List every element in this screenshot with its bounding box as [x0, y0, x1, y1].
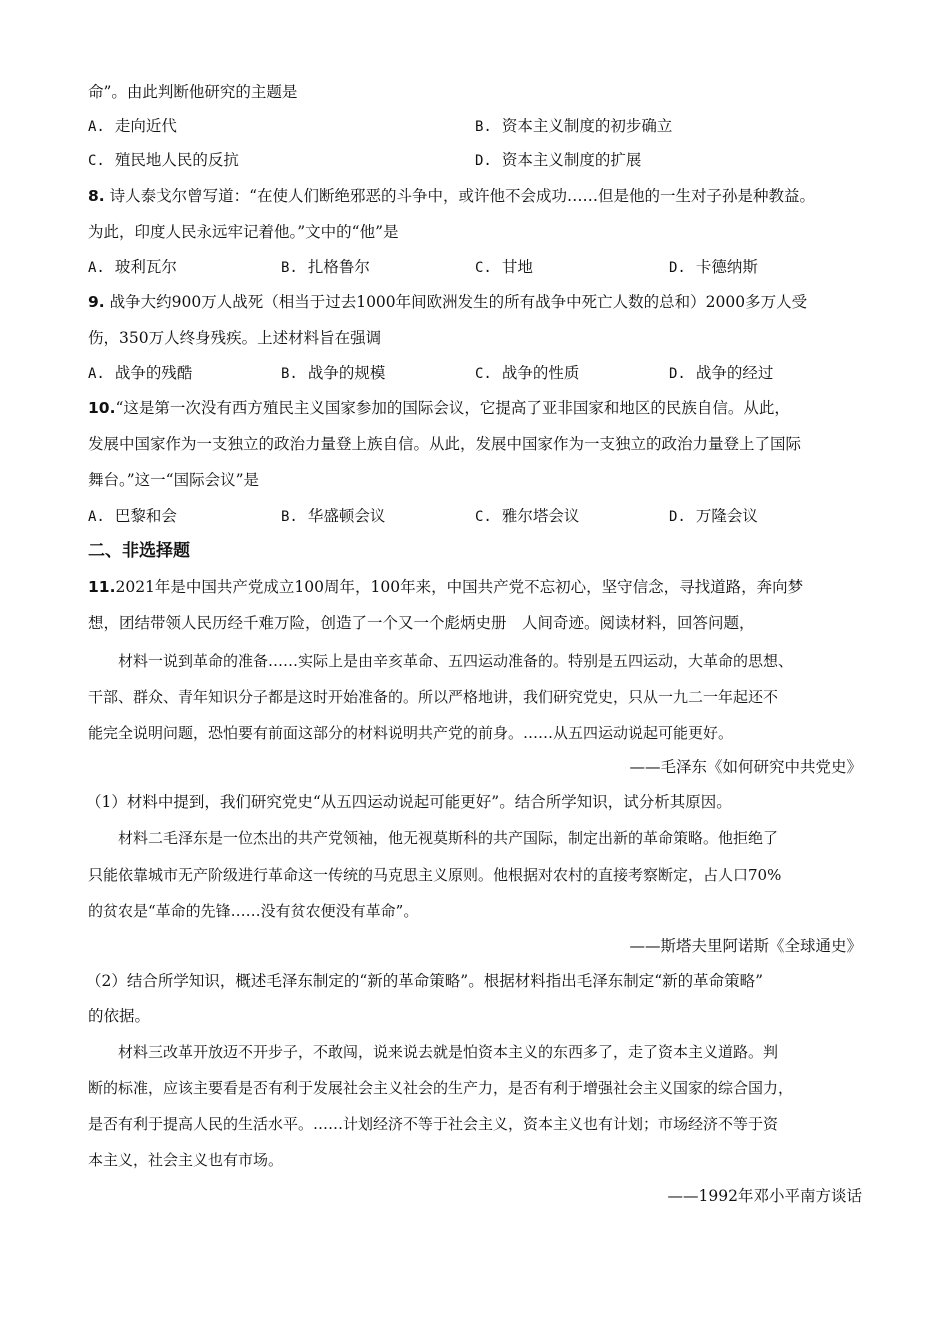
q8-option-d[interactable]: D. 卡德纳斯	[669, 258, 758, 276]
q9-option-d[interactable]: D. 战争的经过	[669, 364, 774, 382]
material3-line1: 材料三改革开放迈不开步子，不敢闯，说来说去就是怕资本主义的东西多了，走了资本主义道路。判	[118, 1043, 779, 1061]
q8-option-b[interactable]: B. 扎格鲁尔	[281, 258, 370, 276]
material3-line3: 是否有利于提高人民的生活水平。……计划经济不等于社会主义，资本主义也有计划；市场经济不等于资	[88, 1115, 779, 1133]
q8-option-a[interactable]: A. 玻利瓦尔	[88, 258, 177, 276]
material1-source: ——毛泽东《如何研究中共党史》	[629, 758, 862, 776]
material1-line1: 材料一说到革命的准备……实际上是由辛亥革命、五四运动准备的。特别是五四运动，大革命的思想、	[118, 652, 794, 670]
subquestion-2-line2: 的依据。	[88, 1007, 151, 1025]
q10-stem-line2: 发展中国家作为一支独立的政治力量登上族自信。从此，发展中国家作为一支独立的政治力量登上了国际	[88, 435, 802, 453]
q8-number: 8.	[88, 187, 105, 205]
q10-option-a[interactable]: A. 巴黎和会	[88, 507, 177, 525]
q8-stem-line2: 为此，印度人民永远牢记着他。”文中的“他”是	[88, 223, 399, 241]
q10-stem-line1: 10.“这是第一次没有西方殖民主义国家参加的国际会议，它提高了亚非国家和地区的民族自信。从此，	[88, 399, 790, 417]
q7-option-c[interactable]: C. 殖民地人民的反抗	[88, 151, 239, 169]
q11-stem-line2: 想，团结带领人民历经千难万险，创造了一个又一个彪炳史册 人间奇迹。阅读材料，回答问题，	[88, 614, 755, 632]
subquestion-2-line1: （2）结合所学知识，概述毛泽东制定的“新的革命策略”。根据材料指出毛泽东制定“新的革命策略”	[86, 972, 764, 990]
q8-stem-line1: 8. 诗人泰戈尔曾写道：“在使人们断绝邪恶的斗争中，或许他不会成功……但是他的一生对子孙是种教益。	[88, 187, 816, 205]
q10-option-c[interactable]: C. 雅尔塔会议	[475, 507, 580, 525]
q7-option-b[interactable]: B. 资本主义制度的初步确立	[475, 117, 673, 135]
material3-line4: 本主义，社会主义也有市场。	[88, 1151, 284, 1169]
q7-option-d[interactable]: D. 资本主义制度的扩展	[475, 151, 642, 169]
material2-line1: 材料二毛泽东是一位杰出的共产党领袖，他无视莫斯科的共产国际，制定出新的革命策略。他拒绝了	[118, 829, 779, 847]
material1-line2: 干部、群众、青年知识分子都是这时开始准备的。所以严格地讲，我们研究党史，只从一九二一年起还不	[88, 688, 779, 706]
q10-stem-line3: 舞台。”这一“国际会议”是	[88, 471, 260, 489]
material2-line3: 的贫农是“革命的先锋……没有贫农便没有革命”。	[88, 902, 419, 920]
q9-option-a[interactable]: A. 战争的残酷	[88, 364, 193, 382]
q9-stem-line2: 伤，350万人终身残疾。上述材料旨在强调	[88, 329, 382, 347]
q7-option-a[interactable]: A. 走向近代	[88, 117, 177, 135]
material2-source: ——斯塔夫里阿诺斯《全球通史》	[629, 937, 862, 955]
q9-option-c[interactable]: C. 战争的性质	[475, 364, 580, 382]
material1-line3: 能完全说明问题，恐怕要有前面这部分的材料说明共产党的前身。……从五四运动说起可能更好。	[88, 724, 734, 742]
q9-stem-line1: 9. 战争大约900万人战死（相当于过去1000年间欧洲发生的所有战争中死亡人数的总和）2000多万人受	[88, 293, 808, 311]
q11-stem-line1: 11.2021年是中国共产党成立100周年，100年来，中国共产党不忘初心，坚守信念，寻找道路，奔向梦	[88, 578, 804, 596]
section-heading: 二、非选择题	[88, 541, 190, 561]
material3-line2: 断的标准，应该主要看是否有利于发展社会主义社会的生产力，是否有利于增强社会主义国家的综合国力，	[88, 1079, 794, 1097]
subquestion-1: （1）材料中提到，我们研究党史“从五四运动说起可能更好”。结合所学知识，试分析其原因。	[86, 793, 732, 811]
q8-option-c[interactable]: C. 甘地	[475, 258, 533, 276]
material2-line2: 只能依靠城市无产阶级进行革命这一传统的马克思主义原则。他根据对农村的直接考察断定，占人口70%	[88, 866, 782, 884]
q10-number: 10.	[88, 399, 116, 417]
q9-number: 9.	[88, 293, 105, 311]
q9-option-b[interactable]: B. 战争的规模	[281, 364, 386, 382]
q10-option-b[interactable]: B. 华盛顿会议	[281, 507, 386, 525]
q7-stem-tail: 命”。由此判断他研究的主题是	[88, 83, 298, 101]
q10-option-d[interactable]: D. 万隆会议	[669, 507, 758, 525]
q11-number: 11.	[88, 578, 116, 596]
material3-source: ——1992年邓小平南方谈话	[667, 1187, 862, 1205]
